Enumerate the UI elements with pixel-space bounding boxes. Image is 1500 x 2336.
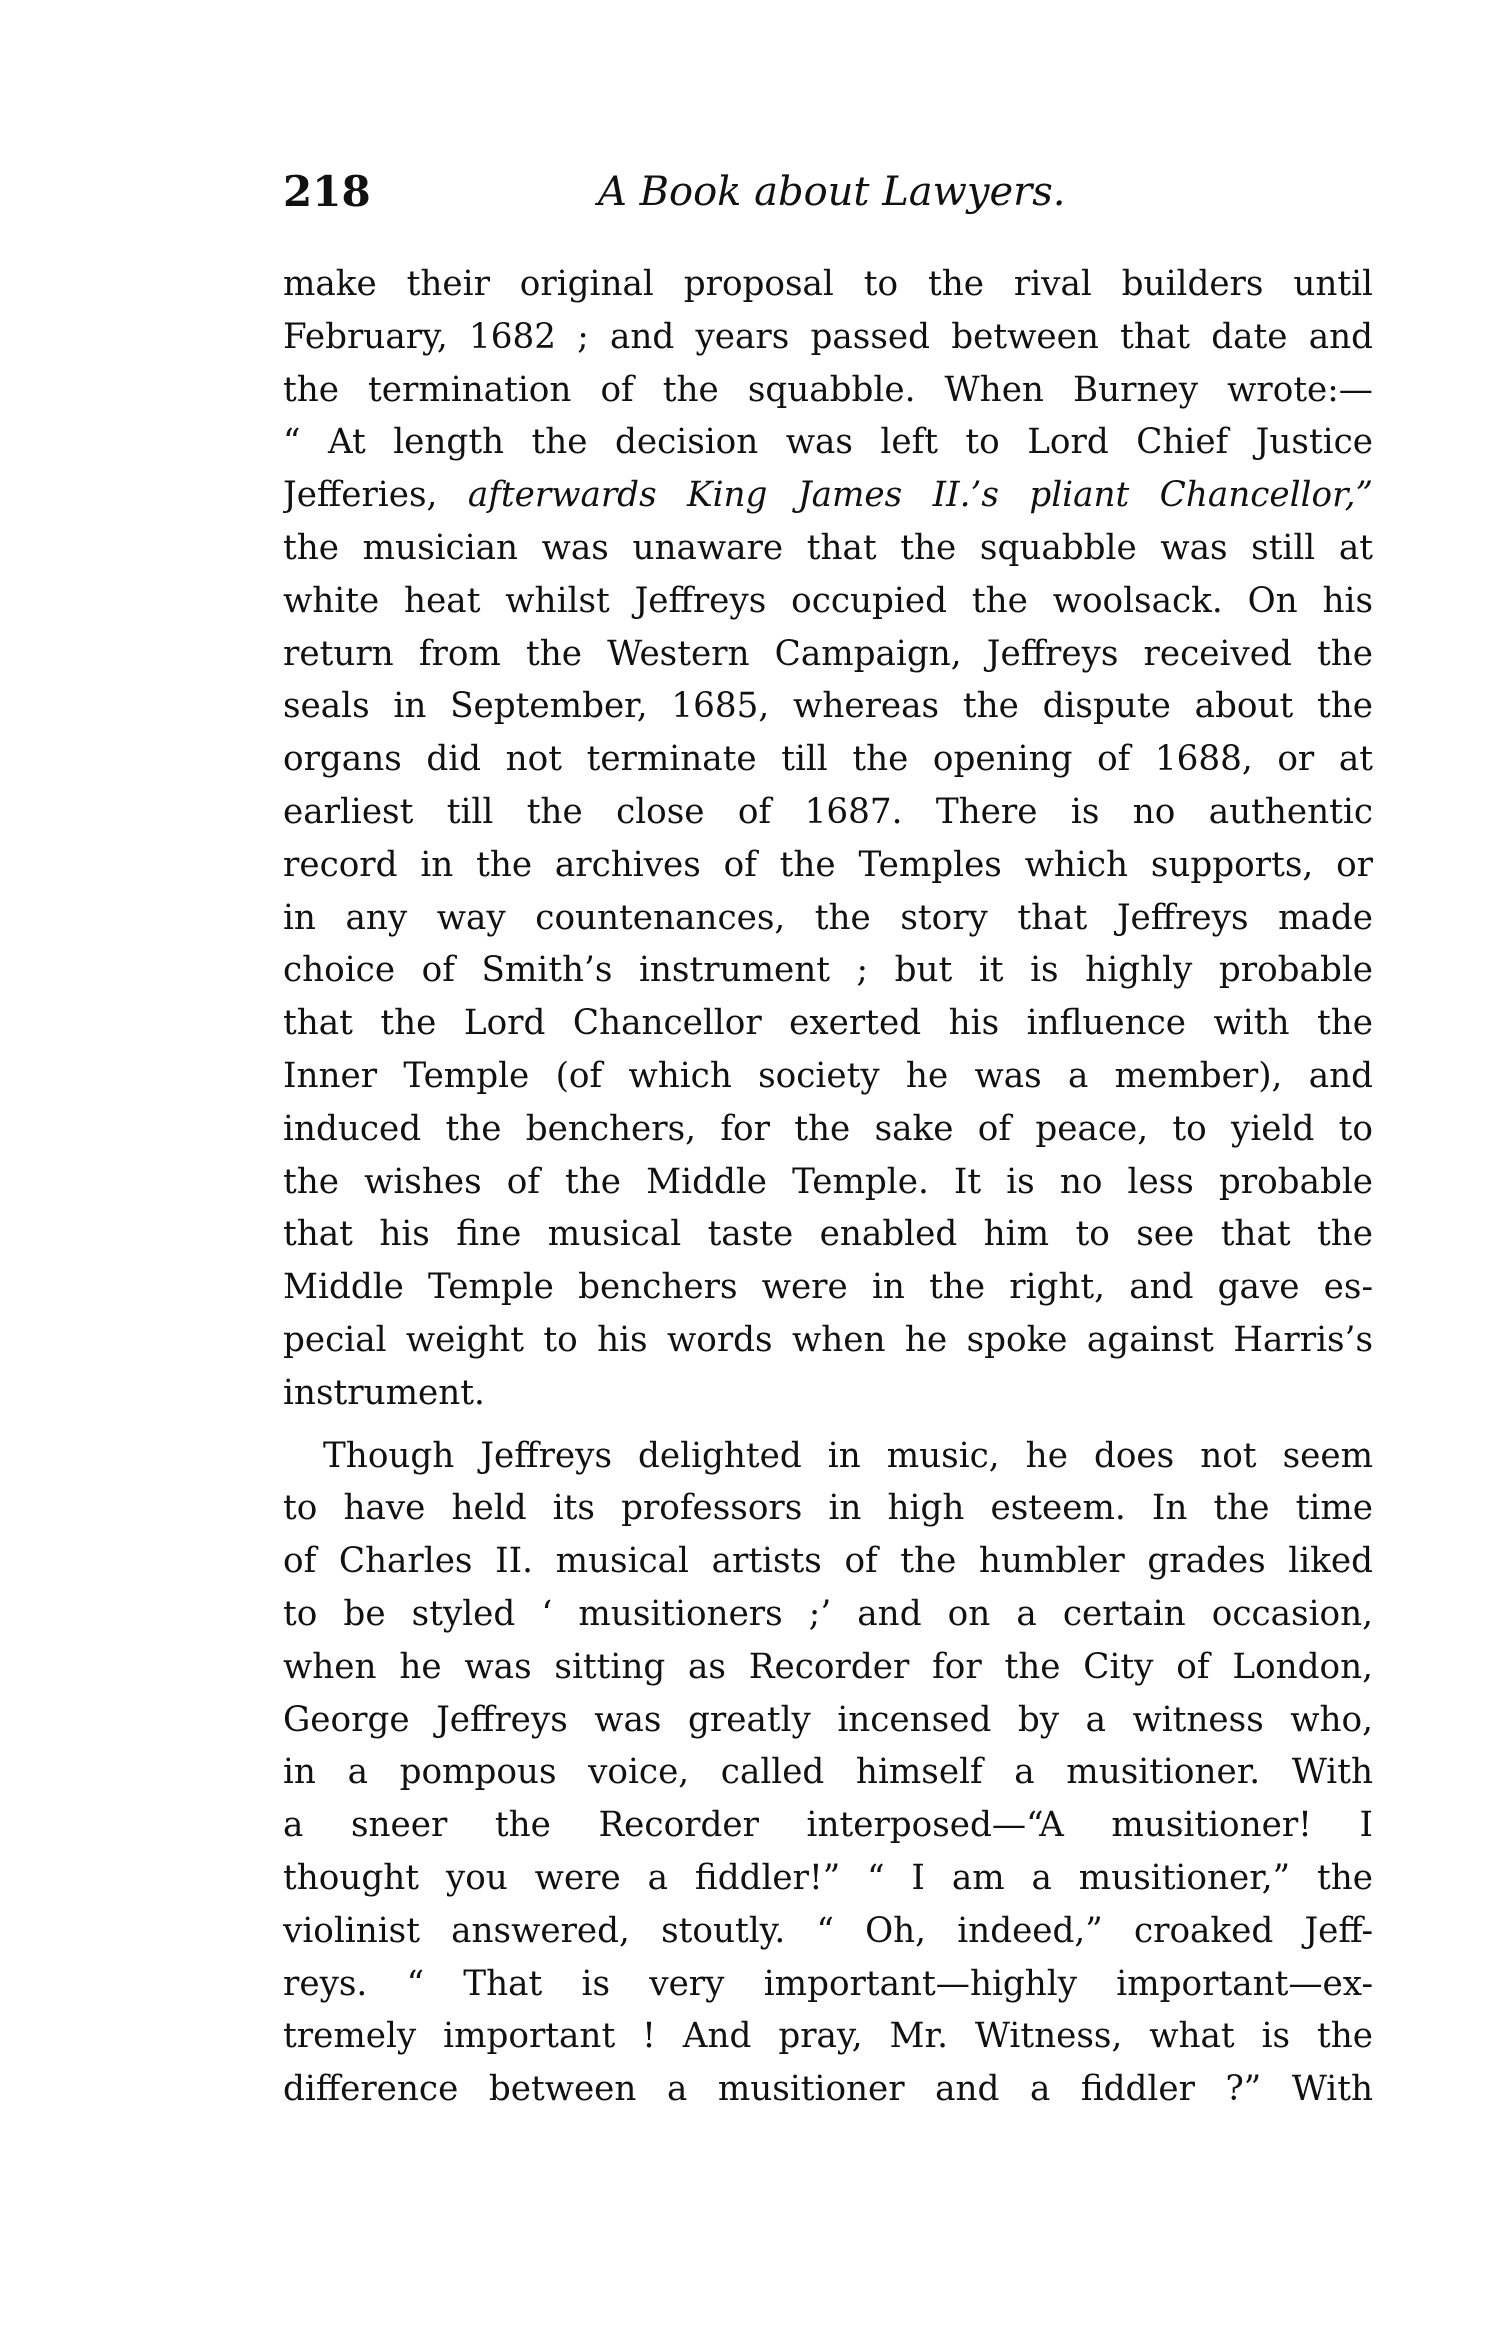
text-line: of Charles II. musical artists of the humbler grades liked <box>283 1541 1373 1582</box>
text-line: seals in September, 1685, whereas the dispute about the <box>283 686 1373 727</box>
text-line: in any way countenances, the story that Jeffreys made <box>283 897 1373 938</box>
text-line: February, 1682 ; and years passed between that date and <box>283 316 1373 357</box>
italic-quote: afterwards King James II.’s pliant Chancellor,” <box>467 475 1373 516</box>
page-number: 218 <box>283 167 371 216</box>
page-header <box>283 162 1373 222</box>
text-line: white heat whilst Jeffreys occupied the woolsack. On his <box>283 580 1373 621</box>
text-line: earliest till the close of 1687. There is no authentic <box>283 791 1373 832</box>
text-line: when he was sitting as Recorder for the City of London, <box>283 1646 1373 1687</box>
text-line: a sneer the Recorder interposed—“A musitioner! I <box>283 1805 1373 1846</box>
paragraph-2 <box>283 1430 1373 2116</box>
text-line: tremely important ! And pray, Mr. Witness, what is the <box>283 2016 1373 2057</box>
text-line: instrument. <box>283 1372 485 1413</box>
text-line: make their original proposal to the rival builders until <box>283 264 1373 304</box>
text-line: “ At length the decision was left to Lord Chief Justice <box>283 422 1373 463</box>
text-line: that his fine musical taste enabled him to see that the <box>283 1214 1373 1255</box>
body-text <box>283 258 1373 2116</box>
text-line: Middle Temple benchers were in the right, and gave es- <box>283 1267 1373 1308</box>
text-line: pecial weight to his words when he spoke against Harris’s <box>283 1319 1373 1360</box>
text-line: thought you were a fiddler!” “ I am a musitioner,” the <box>283 1857 1373 1898</box>
text-line: choice of Smith’s instrument ; but it is highly probable <box>283 950 1373 991</box>
text-line: to be styled ‘ musitioners ;’ and on a certain occasion, <box>283 1593 1373 1634</box>
text-line-mixed <box>283 469 1373 522</box>
text-line: Though Jeffreys delighted in music, he does not seem <box>323 1435 1373 1476</box>
text-line: induced the benchers, for the sake of peace, to yield to <box>283 1108 1373 1149</box>
text-line: George Jeffreys was greatly incensed by a witness who, <box>283 1699 1373 1740</box>
text-line: Inner Temple (of which society he was a member), and <box>283 1055 1373 1096</box>
text-line: the termination of the squabble. When Burney wrote:— <box>283 369 1373 410</box>
text-line: record in the archives of the Temples which supports, or <box>283 844 1373 885</box>
text-line: reys. “ That is very important—highly important—ex- <box>283 1963 1373 2004</box>
text-line: the wishes of the Middle Temple. It is no less probable <box>283 1161 1373 1202</box>
text-line: violinist answered, stoutly. “ Oh, indeed,” croaked Jeff- <box>283 1910 1373 1951</box>
text-fragment: Jefferies, <box>283 475 438 516</box>
running-title: A Book about Lawyers. <box>598 169 1066 215</box>
text-line: return from the Western Campaign, Jeffreys received the <box>283 633 1373 674</box>
text-line: difference between a musitioner and a fiddler ?” With <box>283 2069 1373 2110</box>
text-line: that the Lord Chancellor exerted his influence with the <box>283 1003 1373 1044</box>
text-line: in a pompous voice, called himself a musitioner. With <box>283 1752 1373 1793</box>
text-line: the musician was unaware that the squabble was still at <box>283 527 1373 568</box>
text-line: to have held its professors in high esteem. In the time <box>283 1488 1373 1529</box>
paragraph-gap <box>283 1420 1373 1430</box>
paragraph-1 <box>283 258 1373 1420</box>
text-line: organs did not terminate till the opening of 1688, or at <box>283 739 1373 780</box>
